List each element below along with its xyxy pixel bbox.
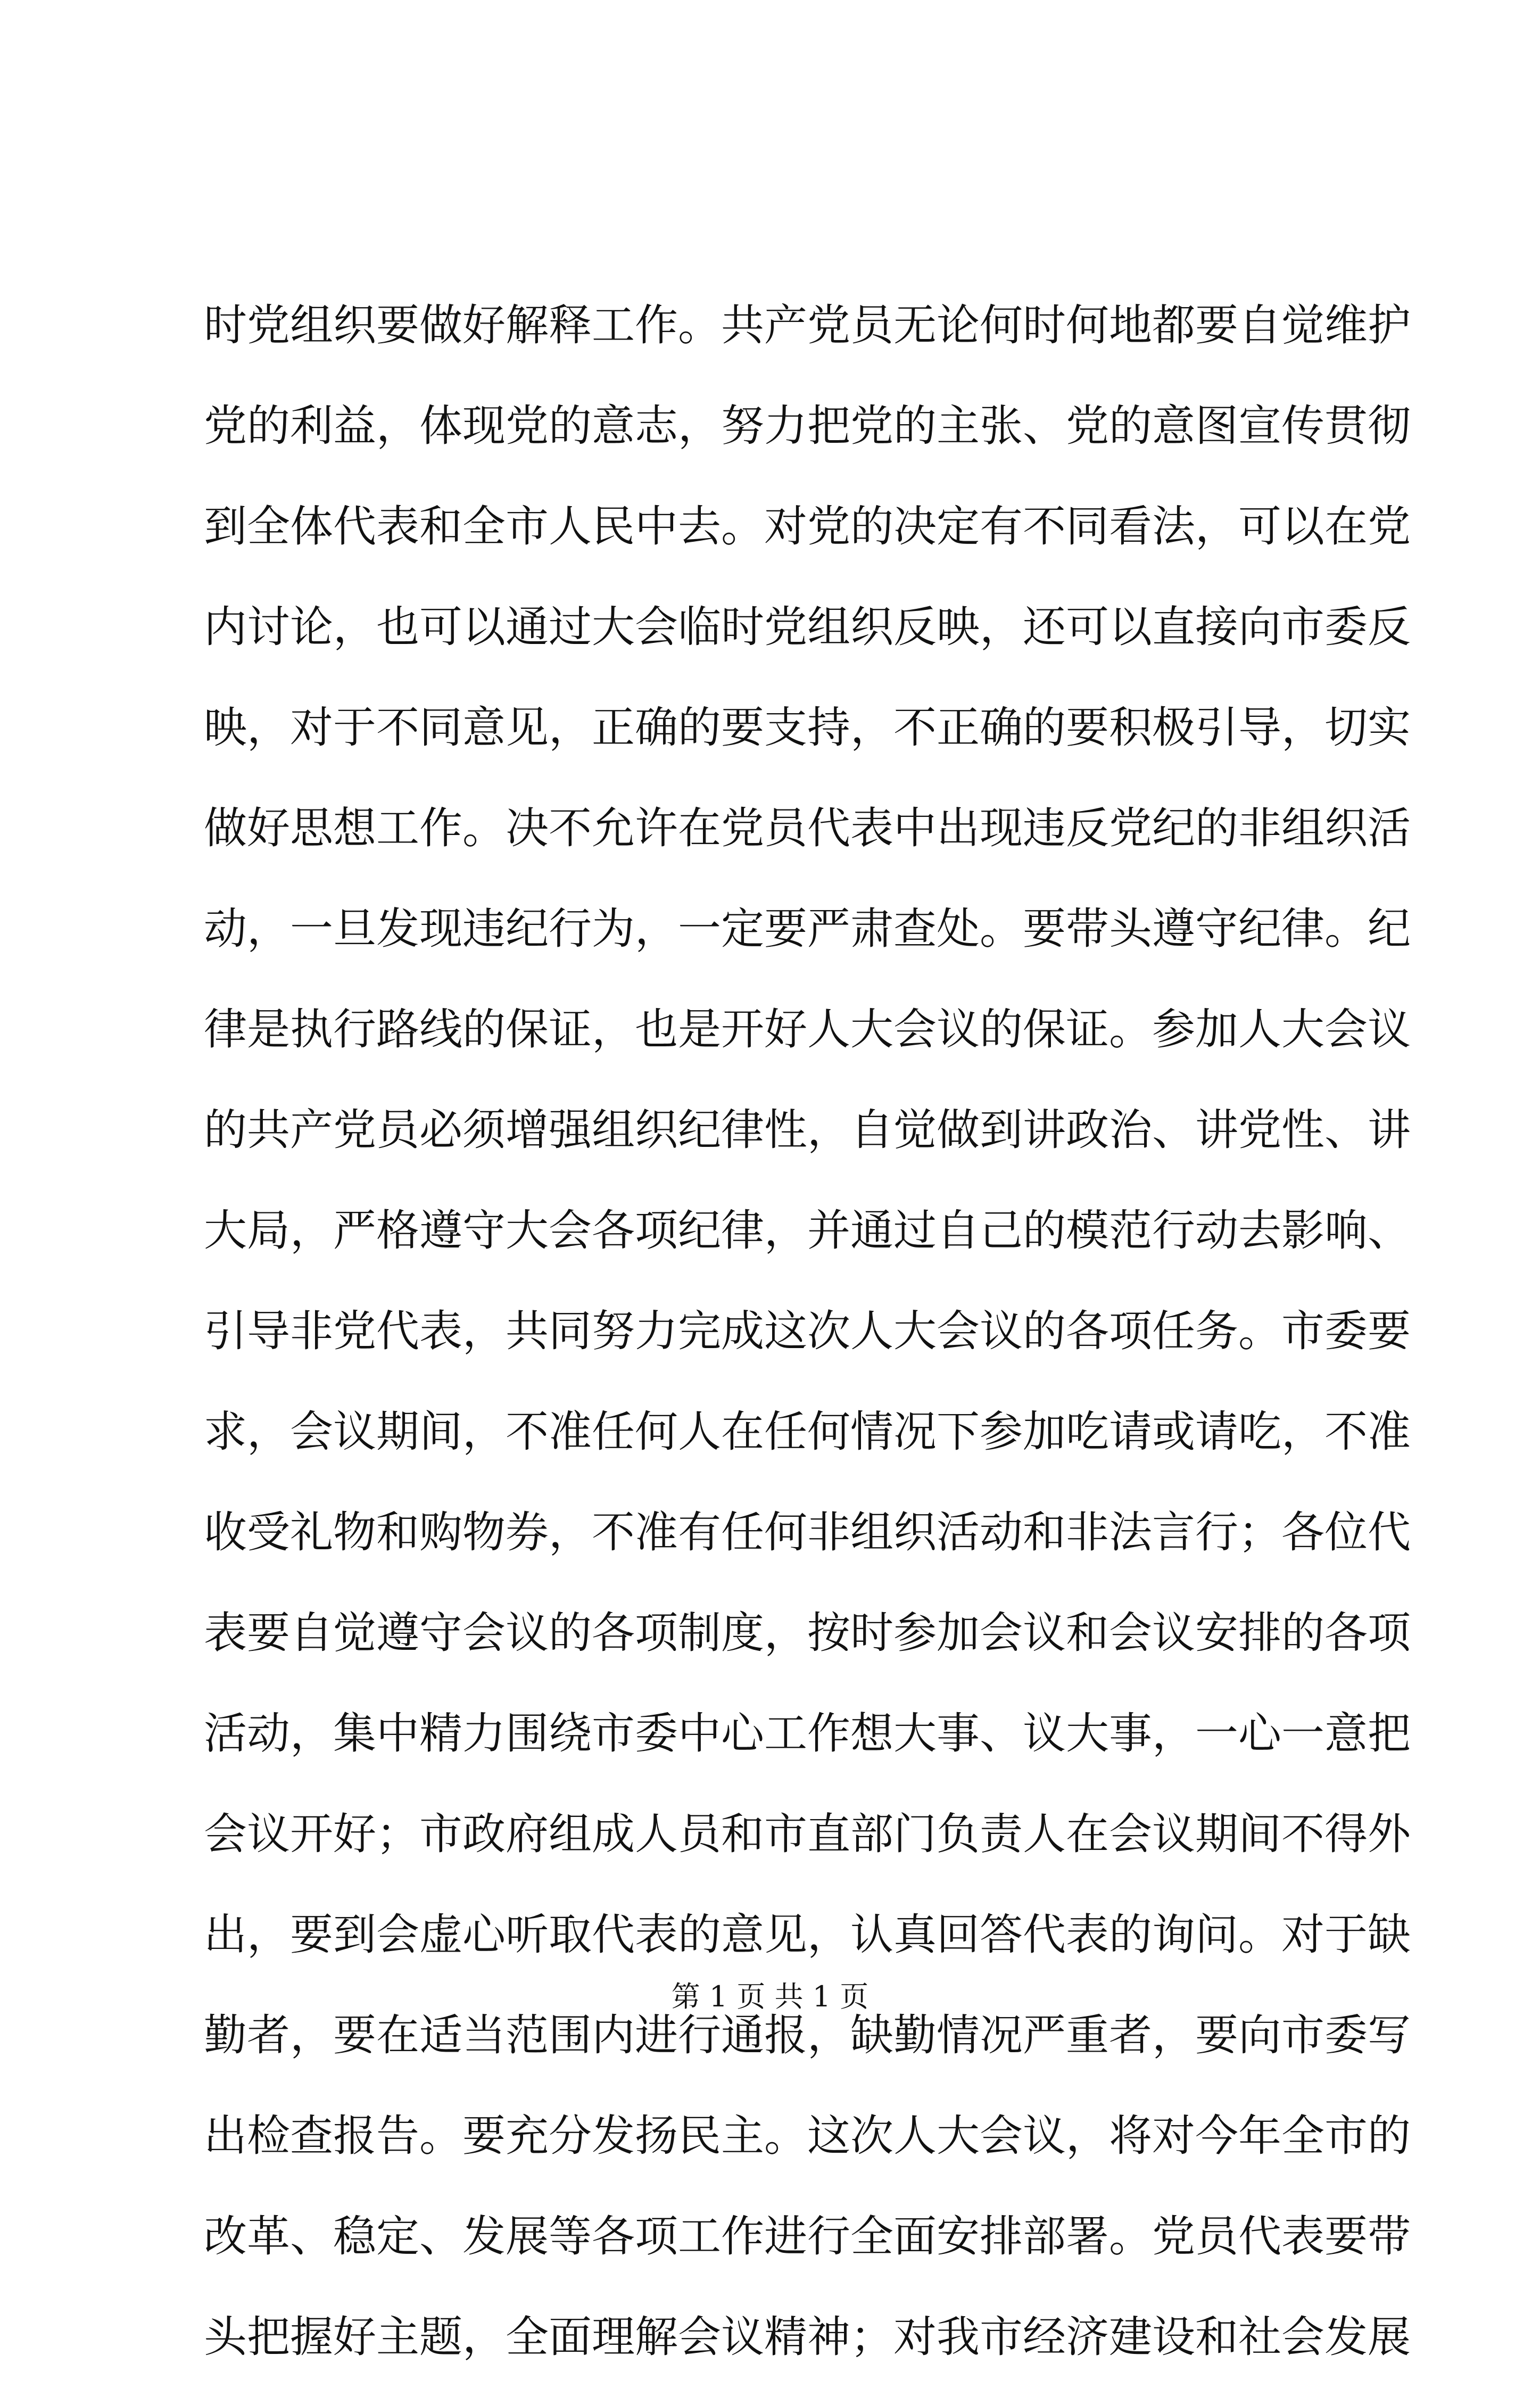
text-line: 收受礼物和购物券，不准有任何非组织活动和非法言行；各位代 [204, 1508, 1411, 1558]
text-line: 头把握好主题，全面理解会议精神；对我市经济建设和社会发展 [204, 2312, 1411, 2362]
text-line: 引导非党代表，共同努力完成这次人大会议的各项任务。市委要 [204, 1307, 1411, 1357]
text-line: 内讨论，也可以通过大会临时党组织反映，还可以直接向市委反 [204, 602, 1411, 652]
text-line: 大局，严格遵守大会各项纪律，并通过自己的模范行动去影响、 [204, 1206, 1411, 1256]
text-line: 映，对于不同意见，正确的要支持，不正确的要积极引导，切实 [204, 703, 1411, 753]
text-line: 的共产党员必须增强组织纪律性，自觉做到讲政治、讲党性、讲 [204, 1105, 1411, 1155]
text-line: 求，会议期间，不准任何人在任何情况下参加吃请或请吃，不准 [204, 1407, 1411, 1457]
text-line: 党的利益，体现党的意志，努力把党的主张、党的意图宣传贯彻 [204, 401, 1411, 451]
body-text [204, 276, 1411, 2388]
text-line: 会议开好；市政府组成人员和市直部门负责人在会议期间不得外 [204, 1809, 1411, 1860]
text-line: 律是执行路线的保证，也是开好人大会议的保证。参加人大会议 [204, 1005, 1411, 1055]
text-line: 活动，集中精力围绕市委中心工作想大事、议大事，一心一意把 [204, 1709, 1411, 1759]
text-line: 做好思想工作。决不允许在党员代表中出现违反党纪的非组织活 [204, 804, 1411, 854]
text-line: 勤者，要在适当范围内进行通报，缺勤情况严重者，要向市委写 [204, 2011, 1411, 2061]
page-footer [0, 1976, 1540, 2018]
page-number-label: 第 1 页 共 1 页 [671, 1980, 869, 2013]
text-line: 时党组织要做好解释工作。共产党员无论何时何地都要自觉维护 [204, 301, 1411, 351]
text-line: 表要自觉遵守会议的各项制度，按时参加会议和会议安排的各项 [204, 1608, 1411, 1658]
text-line: 到全体代表和全市人民中去。对党的决定有不同看法，可以在党 [204, 502, 1411, 552]
text-line: 动，一旦发现违纪行为，一定要严肃查处。要带头遵守纪律。纪 [204, 904, 1411, 954]
text-line: 出检查报告。要充分发扬民主。这次人大会议，将对今年全市的 [204, 2111, 1411, 2161]
text-line: 改革、稳定、发展等各项工作进行全面安排部署。党员代表要带 [204, 2212, 1411, 2262]
text-line: 出，要到会虚心听取代表的意见，认真回答代表的询问。对于缺 [204, 1910, 1411, 1960]
